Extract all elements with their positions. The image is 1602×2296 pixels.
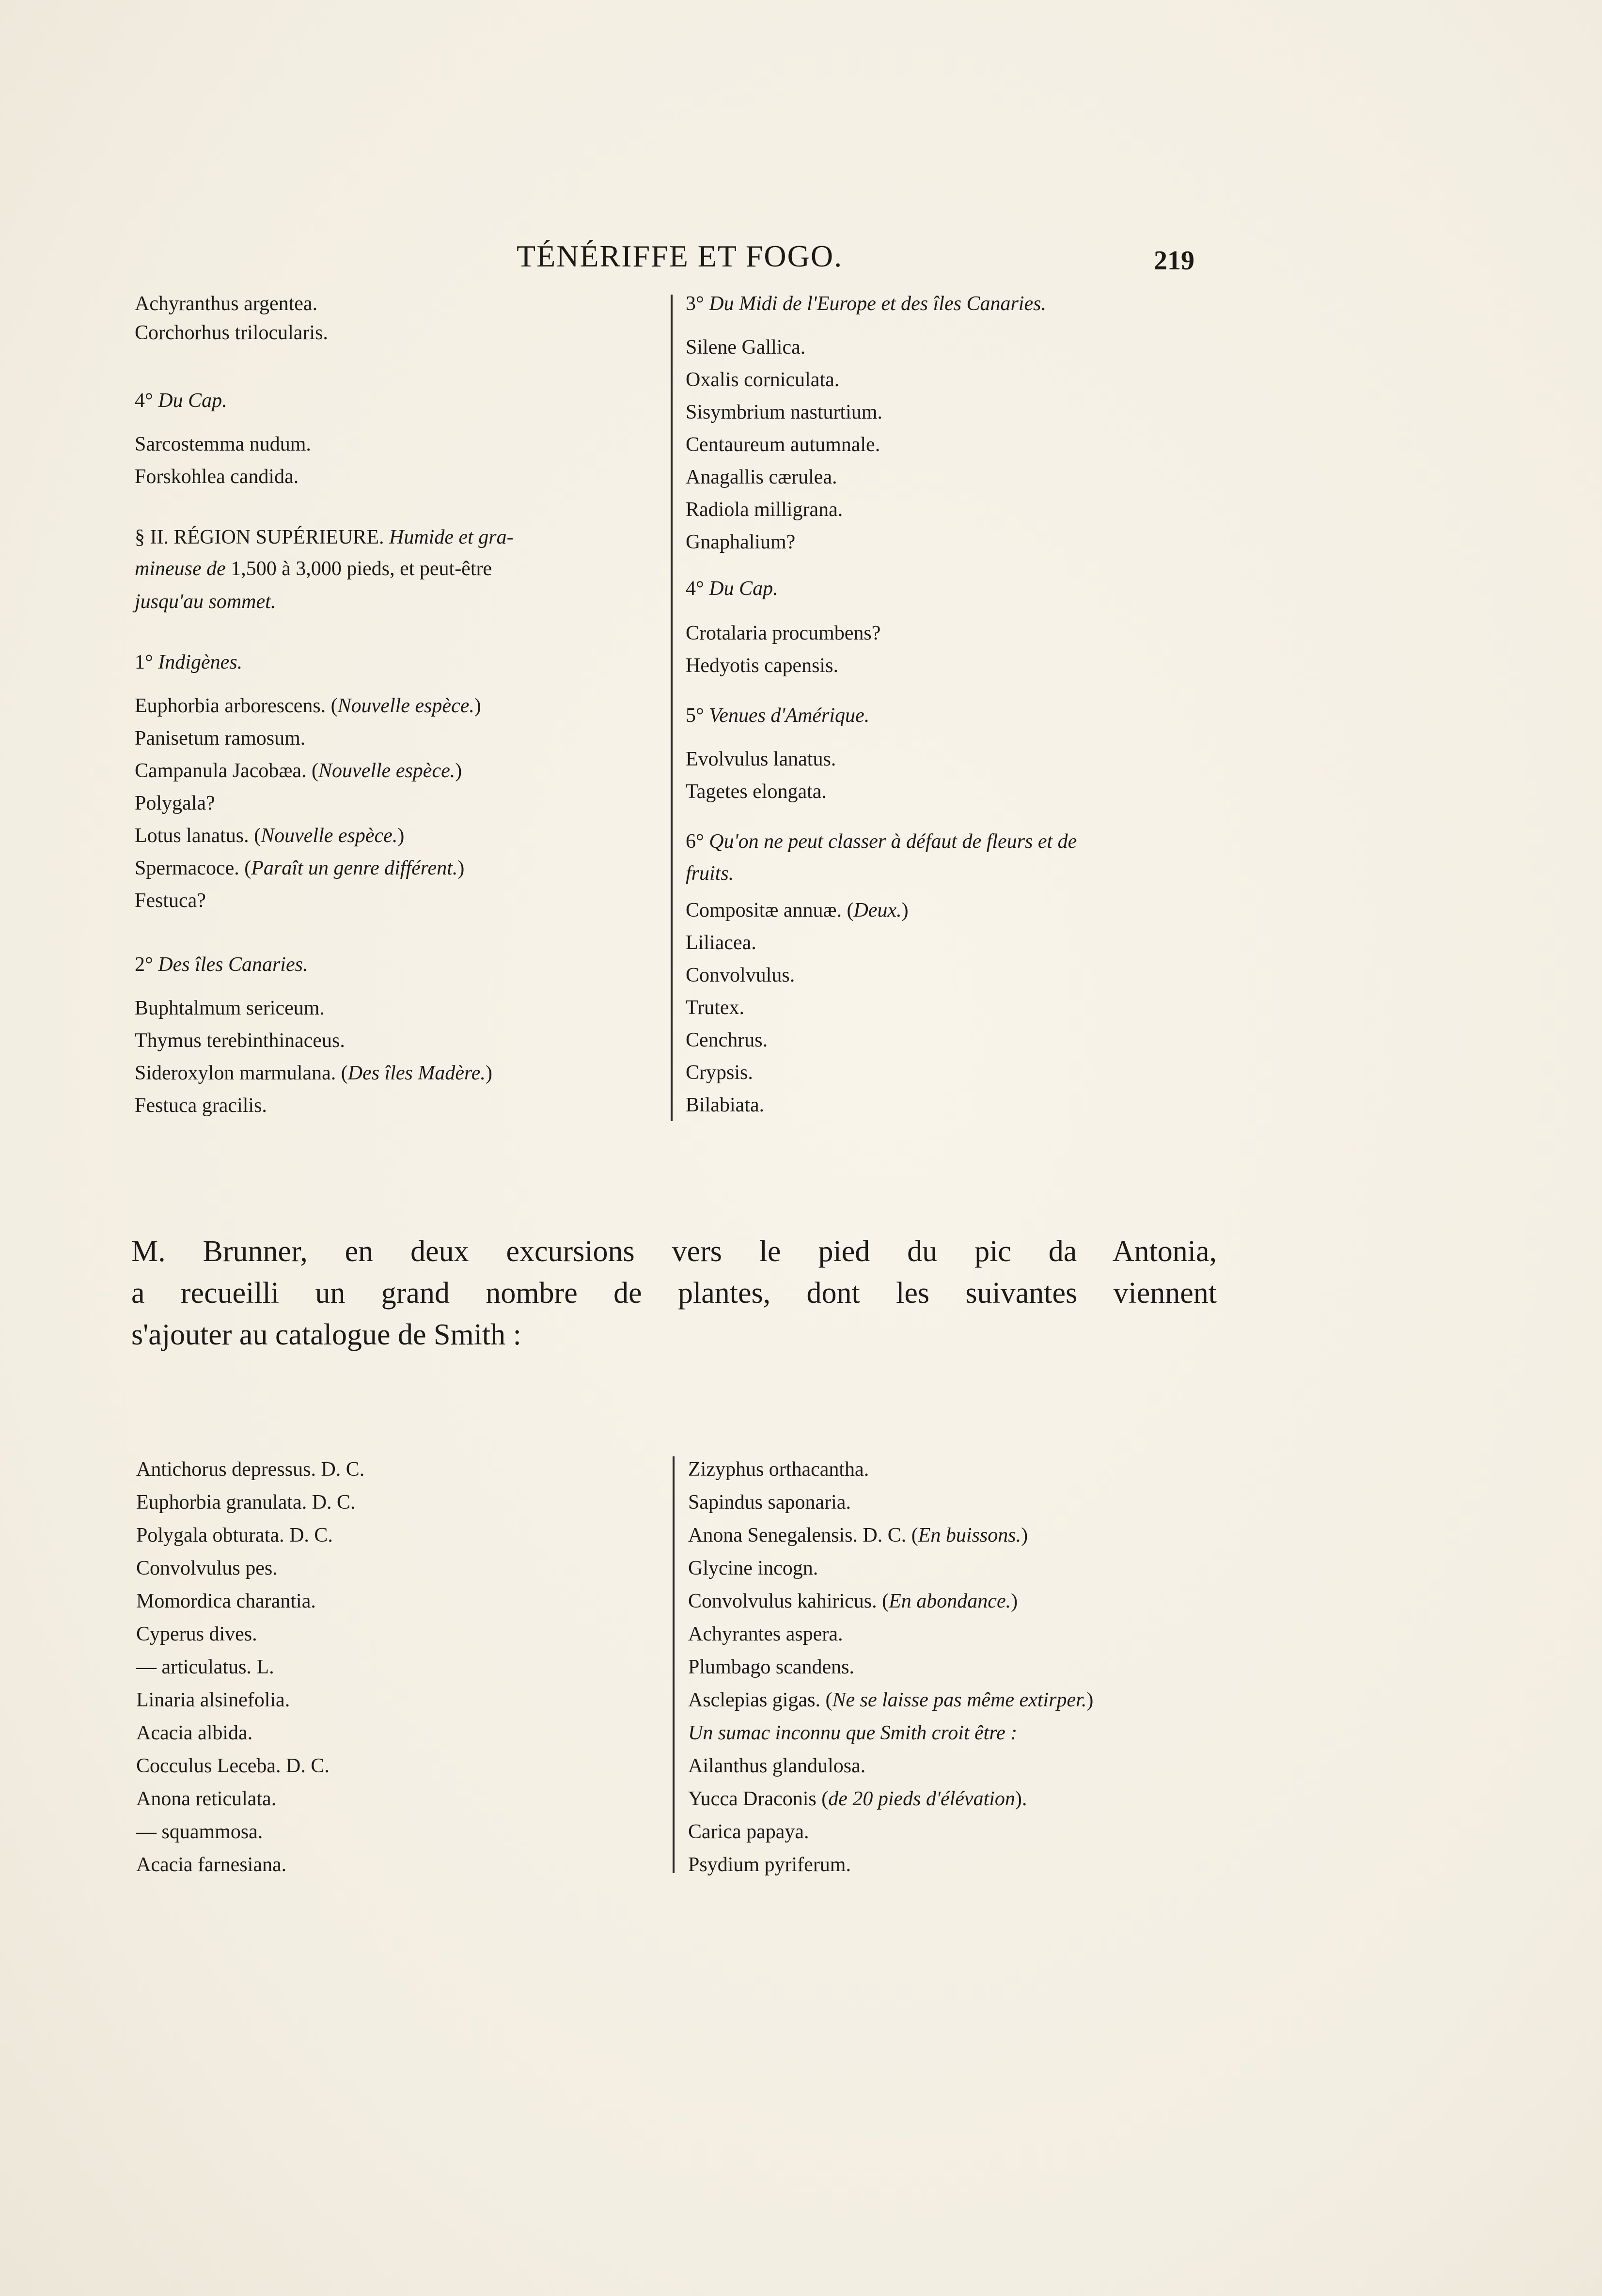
list-line <box>135 696 481 716</box>
line-text: Sisymbrium nasturtium. <box>686 401 883 423</box>
list-line <box>135 467 298 487</box>
line-tail-text: ) <box>901 899 909 922</box>
line-text: Radiola milligrana. <box>686 499 843 521</box>
line-italic-text: Deux. <box>853 899 902 922</box>
list-line <box>688 1525 1028 1546</box>
line-tail-text: ) <box>485 1062 492 1084</box>
list-line <box>686 1095 764 1115</box>
line-text: Bilabiata. <box>686 1094 765 1116</box>
list-line <box>136 1690 290 1710</box>
line-italic-text: Un sumac inconnu que Smith croit être : <box>688 1722 1018 1744</box>
list-line <box>686 656 838 676</box>
line-text: Ailanthus glandulosa. <box>688 1755 866 1777</box>
list-line <box>135 954 308 975</box>
line-tail-text: ) <box>474 695 481 717</box>
list-line <box>686 294 1046 314</box>
paragraph-line: s'ajouter au catalogue de Smith : <box>131 1318 521 1351</box>
list-line <box>135 998 325 1018</box>
line-tail-text: ) <box>1086 1689 1094 1711</box>
list-line <box>136 1855 286 1875</box>
line-text: Anona reticulata. <box>136 1788 277 1810</box>
list-line <box>686 500 843 520</box>
list-line <box>688 1723 1017 1743</box>
list-line <box>686 965 795 985</box>
column-divider-lower <box>673 1456 675 1873</box>
list-line <box>135 728 305 749</box>
line-text: Glycine incogn. <box>688 1557 818 1579</box>
list-line <box>688 1459 869 1480</box>
line-text: Convolvulus kahiricus. ( <box>688 1590 889 1612</box>
line-tail-text: ) <box>1021 1524 1028 1546</box>
line-italic-text: Paraît un genre différent. <box>251 857 458 879</box>
list-line <box>686 933 756 953</box>
line-italic-text: mineuse de <box>135 558 231 580</box>
list-line <box>686 337 805 358</box>
line-italic-text: En abondance. <box>889 1590 1011 1612</box>
paragraph-line: M. Brunner, en deux excursions vers le pied du pic da Antonia, <box>131 1235 1217 1268</box>
line-italic-text: Des îles Madère. <box>347 1062 486 1084</box>
line-text: Asclepias gigas. ( <box>688 1689 832 1711</box>
line-italic-text: Venues d'Amérique. <box>709 704 870 727</box>
line-tail-text: ). <box>1015 1788 1027 1810</box>
line-text: Sarcostemma nudum. <box>135 433 311 455</box>
line-italic-text: fruits. <box>686 862 734 885</box>
list-line <box>686 1062 753 1083</box>
line-text: 5° <box>686 704 709 727</box>
column-divider-upper <box>671 295 673 1121</box>
list-line <box>136 1558 278 1578</box>
list-line <box>136 1624 257 1644</box>
list-line <box>135 858 464 878</box>
list-line <box>686 749 836 769</box>
line-italic-text: Humide et gra- <box>389 526 514 548</box>
line-text: Liliacea. <box>686 932 756 954</box>
line-text: Achyrantes aspera. <box>688 1623 843 1645</box>
running-head-title: TÉNÉRIFFE ET FOGO. <box>517 239 843 273</box>
list-line <box>686 863 734 884</box>
list-line <box>688 1558 818 1578</box>
list-line <box>135 294 317 314</box>
line-text: Yucca Draconis ( <box>688 1788 829 1810</box>
list-line <box>135 1095 267 1116</box>
list-line <box>136 1723 252 1743</box>
line-text: Zizyphus orthacantha. <box>688 1458 869 1481</box>
line-text: Gnaphalium? <box>686 531 796 553</box>
list-line <box>135 390 227 411</box>
list-line <box>135 1031 345 1051</box>
line-text: Cyperus dives. <box>136 1623 257 1645</box>
line-text: Hedyotis capensis. <box>686 655 838 677</box>
line-text: Thymus terebinthinaceus. <box>135 1030 345 1052</box>
line-text: Polygala obturata. D. C. <box>136 1524 333 1546</box>
line-text: Centaureum autumnale. <box>686 434 880 456</box>
list-line <box>686 831 1077 852</box>
line-text: Anona Senegalensis. D. C. ( <box>688 1524 918 1546</box>
line-text: Carica papaya. <box>688 1821 809 1843</box>
list-line <box>136 1789 276 1809</box>
line-text: Sideroxylon marmulana. ( <box>135 1062 348 1084</box>
line-italic-text: Nouvelle espèce. <box>337 695 474 717</box>
line-text: Crypsis. <box>686 1062 753 1084</box>
list-line <box>688 1492 851 1513</box>
line-text: § II. RÉGION SUPÉRIEURE. <box>135 526 389 548</box>
list-line <box>688 1591 1018 1611</box>
list-line <box>135 592 276 612</box>
line-italic-text: Nouvelle espèce. <box>318 760 455 782</box>
line-text: — squammosa. <box>136 1821 263 1843</box>
line-text: Tagetes elongata. <box>686 781 827 803</box>
line-text: Polygala? <box>135 792 215 814</box>
line-italic-text: En buissons. <box>918 1524 1021 1546</box>
list-line <box>136 1492 356 1513</box>
line-text: 6° <box>686 830 709 853</box>
line-italic-text: Nouvelle espèce. <box>261 825 398 847</box>
list-line <box>686 623 880 643</box>
list-line <box>686 1030 768 1050</box>
page-number: 219 <box>1154 246 1194 276</box>
line-italic-text: Des îles Canaries. <box>158 953 308 976</box>
line-tail-text: ) <box>455 760 462 782</box>
line-text: 1° <box>135 651 158 673</box>
list-line <box>135 652 242 672</box>
line-text: Trutex. <box>686 997 744 1019</box>
line-italic-text: Du Cap. <box>709 578 778 600</box>
list-line <box>136 1525 333 1546</box>
list-line <box>688 1657 854 1677</box>
line-text: Corchorhus trilocularis. <box>135 322 328 344</box>
line-text: Convolvulus pes. <box>136 1557 278 1579</box>
line-text: Festuca? <box>135 890 206 912</box>
list-line <box>686 435 880 455</box>
line-tail-text: 1,500 à 3,000 pieds, et peut-être <box>231 558 492 580</box>
line-text: Panisetum ramosum. <box>135 727 306 750</box>
line-text: Cocculus Leceba. D. C. <box>136 1755 330 1777</box>
line-text: Forskohlea candida. <box>135 466 299 488</box>
list-line <box>688 1624 843 1644</box>
line-italic-text: de 20 pieds d'élévation <box>828 1788 1015 1810</box>
list-line <box>135 793 215 813</box>
line-tail-text: ) <box>1011 1590 1018 1612</box>
list-line <box>136 1459 364 1480</box>
list-line <box>686 532 795 552</box>
line-text: Psydium pyriferum. <box>688 1854 851 1876</box>
line-text: Acacia albida. <box>136 1722 253 1744</box>
line-text: Evolvulus lanatus. <box>686 748 836 770</box>
line-text: Convolvulus. <box>686 964 795 986</box>
line-text: Euphorbia granulata. D. C. <box>136 1491 356 1514</box>
list-line <box>135 1063 492 1083</box>
list-line <box>686 998 744 1018</box>
line-italic-text: Qu'on ne peut classer à défaut de fleurs et de <box>709 830 1077 853</box>
list-line <box>135 761 462 781</box>
line-italic-text: Du Midi de l'Europe et des îles Canaries. <box>709 293 1046 315</box>
line-text: Lotus lanatus. ( <box>135 825 261 847</box>
list-line <box>135 434 311 454</box>
list-line <box>136 1822 263 1842</box>
line-italic-text: Du Cap. <box>158 390 227 412</box>
line-text: 4° <box>135 390 158 412</box>
list-line <box>686 467 837 487</box>
line-text: 2° <box>135 953 158 976</box>
list-line <box>136 1756 330 1776</box>
list-line <box>688 1855 851 1875</box>
line-text: Acacia farnesiana. <box>136 1854 287 1876</box>
list-line <box>135 323 328 343</box>
line-text: Sapindus saponaria. <box>688 1491 851 1514</box>
list-line <box>688 1822 809 1842</box>
list-line <box>136 1591 316 1611</box>
line-tail-text: ) <box>397 825 405 847</box>
line-italic-text: jusqu'au sommet. <box>135 591 276 613</box>
line-text: Silene Gallica. <box>686 336 806 359</box>
line-italic-text: Indigènes. <box>158 651 243 673</box>
list-line <box>686 900 909 921</box>
list-line <box>135 559 492 579</box>
line-text: Cenchrus. <box>686 1029 768 1051</box>
line-text: Buphtalmum sericeum. <box>135 997 325 1019</box>
list-line <box>686 705 869 726</box>
line-text: Compositæ annuæ. ( <box>686 899 854 922</box>
list-line <box>686 370 839 390</box>
line-text: Anagallis cærulea. <box>686 466 837 488</box>
paragraph-line: a recueilli un grand nombre de plantes, dont les suivantes viennent <box>131 1277 1217 1310</box>
list-line <box>688 1789 1027 1809</box>
list-line <box>135 527 514 547</box>
list-line <box>135 890 206 911</box>
line-text: Crotalaria procumbens? <box>686 622 881 644</box>
line-text: — articulatus. L. <box>136 1656 274 1678</box>
line-text: Momordica charantia. <box>136 1590 316 1612</box>
line-text: Spermacoce. ( <box>135 857 251 879</box>
list-line <box>686 402 882 422</box>
line-text: Festuca gracilis. <box>135 1094 267 1117</box>
line-text: 3° <box>686 293 709 315</box>
list-line <box>136 1657 274 1677</box>
line-italic-text: Ne se laisse pas même extirper. <box>832 1689 1087 1711</box>
line-text: Plumbago scandens. <box>688 1656 854 1678</box>
list-line <box>688 1756 865 1776</box>
list-line <box>688 1690 1093 1710</box>
line-text: Oxalis corniculata. <box>686 369 840 391</box>
line-text: Linaria alsinefolia. <box>136 1689 290 1711</box>
line-text: Campanula Jacobæa. ( <box>135 760 319 782</box>
list-line <box>686 578 778 599</box>
line-text: 4° <box>686 578 709 600</box>
list-line <box>686 781 827 802</box>
line-text: Achyranthus argentea. <box>135 293 318 315</box>
line-tail-text: ) <box>457 857 465 879</box>
line-text: Antichorus depressus. D. C. <box>136 1458 365 1481</box>
list-line <box>135 826 404 846</box>
line-text: Euphorbia arborescens. ( <box>135 695 338 717</box>
